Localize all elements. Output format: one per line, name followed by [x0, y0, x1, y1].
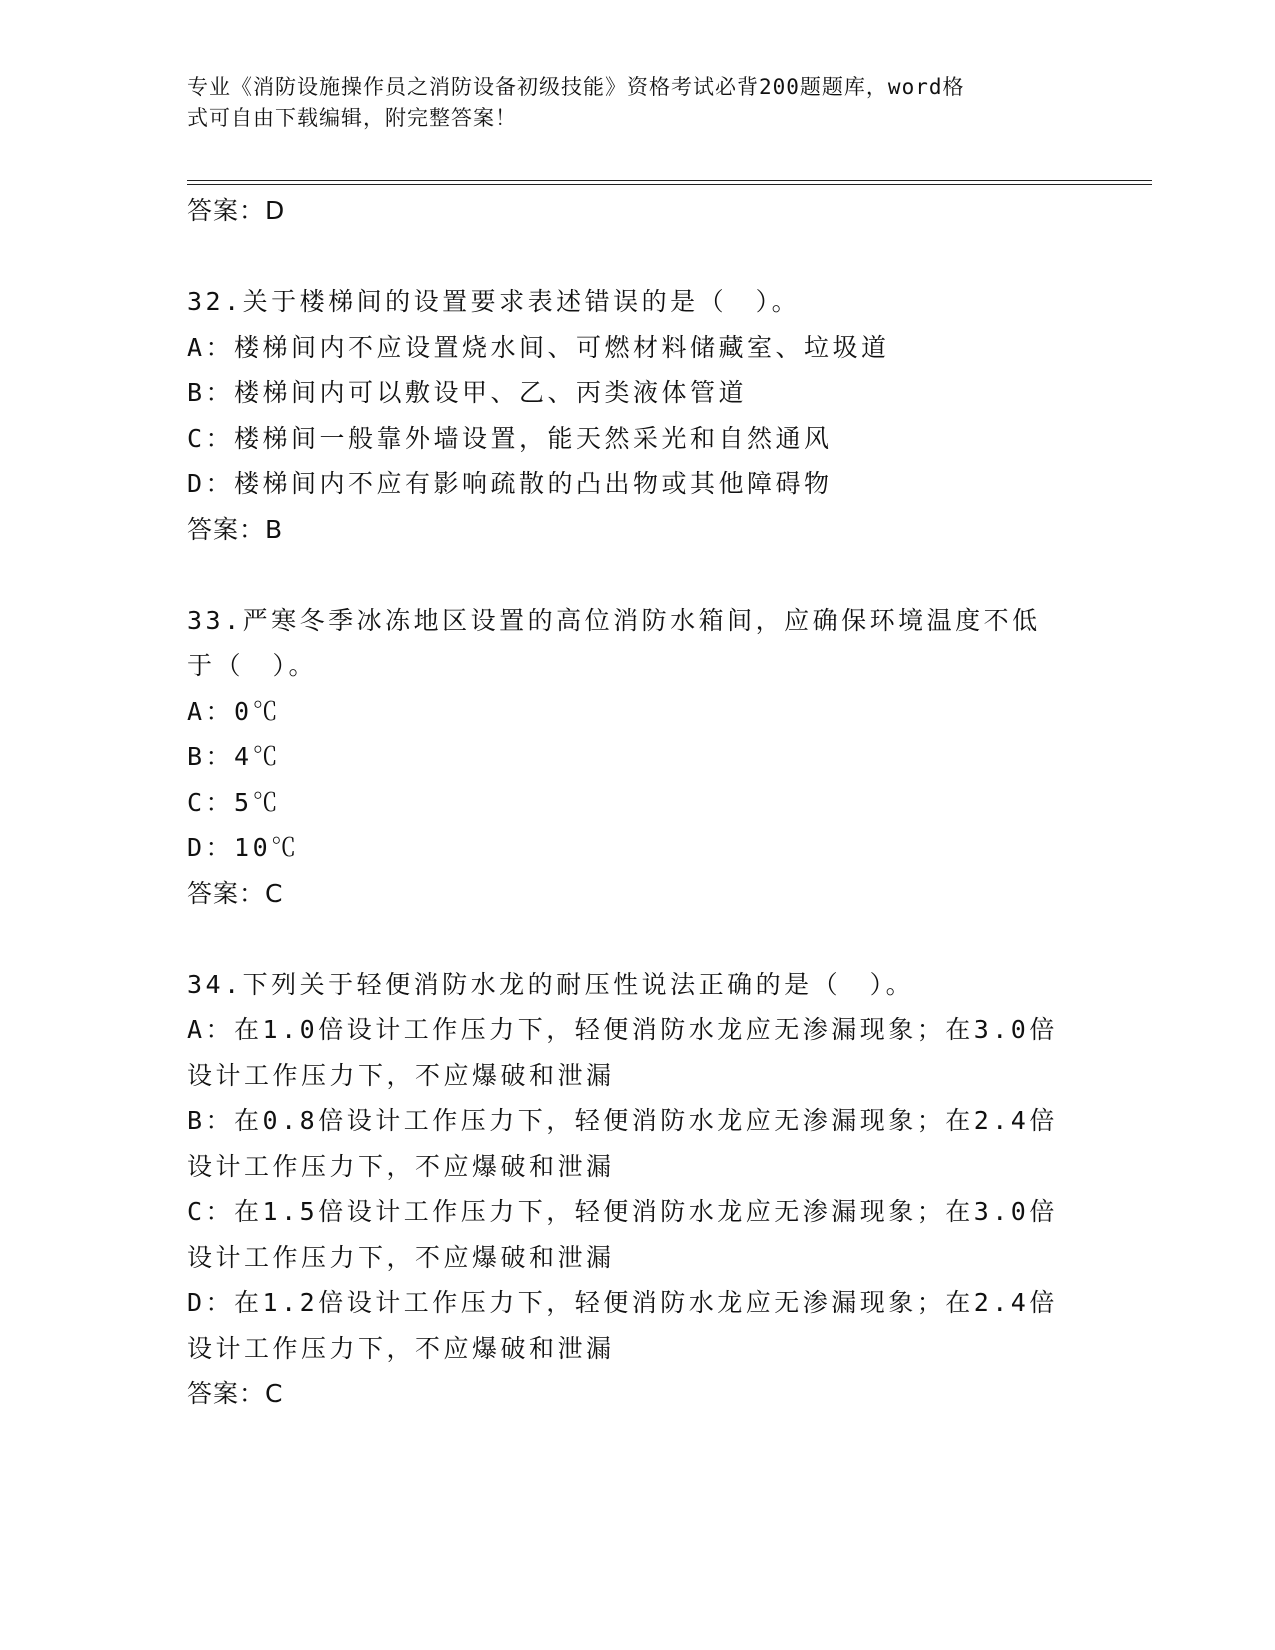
- option-b: B：在0.8倍设计工作压力下，轻便消防水龙应无渗漏现象；在2.4倍设计工作压力下，不应爆破和泄漏: [187, 1106, 1058, 1181]
- option-d: D：在1.2倍设计工作压力下，轻便消防水龙应无渗漏现象；在2.4倍设计工作压力下，不应爆破和泄漏: [187, 1288, 1058, 1363]
- option-c: C：楼梯间一般靠外墙设置，能天然采光和自然通风: [187, 423, 833, 453]
- option-c: C：5℃: [187, 787, 282, 817]
- option-a: A：楼梯间内不应设置烧水间、可燃材料储藏室、垃圾道: [187, 332, 890, 362]
- question-32: [187, 279, 1067, 553]
- question-text: 33.严寒冬季冰冻地区设置的高位消防水箱间，应确保环境温度不低于（ ）。: [187, 605, 1041, 680]
- answer-line: 答案：C: [187, 1379, 284, 1408]
- header-divider-top: [187, 180, 1152, 181]
- question-33: [187, 598, 1067, 917]
- header-line-2: 式可自由下载编辑，附完整答案！: [187, 106, 517, 130]
- header-divider-bottom: [187, 184, 1152, 185]
- answer-line: 答案：C: [187, 878, 284, 908]
- option-b: B：楼梯间内可以敷设甲、乙、丙类液体管道: [187, 378, 748, 407]
- option-c: C：在1.5倍设计工作压力下，轻便消防水龙应无渗漏现象；在3.0倍设计工作压力下，不应爆破和泄漏: [187, 1197, 1058, 1272]
- document-body: [187, 188, 1067, 1417]
- answer-line: 答案：D: [187, 196, 286, 225]
- answer-line: 答案：B: [187, 514, 284, 544]
- option-a: A：在1.0倍设计工作压力下，轻便消防水龙应无渗漏现象；在3.0倍设计工作压力下，不应爆破和泄漏: [187, 1015, 1058, 1090]
- option-a: A：0℃: [187, 696, 282, 726]
- option-d: D：10℃: [187, 833, 300, 862]
- question-text: 34.下列关于轻便消防水龙的耐压性说法正确的是（ ）。: [187, 969, 915, 999]
- option-b: B：4℃: [187, 742, 282, 771]
- question-34: [187, 962, 1067, 1418]
- option-d: D：楼梯间内不应有影响疏散的凸出物或其他障碍物: [187, 469, 833, 498]
- document-header: [187, 72, 1067, 134]
- header-line-1: 专业《消防设施操作员之消防设备初级技能》资格考试必背200题题库，word格: [187, 75, 965, 99]
- question-text: 32.关于楼梯间的设置要求表述错误的是（ ）。: [187, 287, 801, 316]
